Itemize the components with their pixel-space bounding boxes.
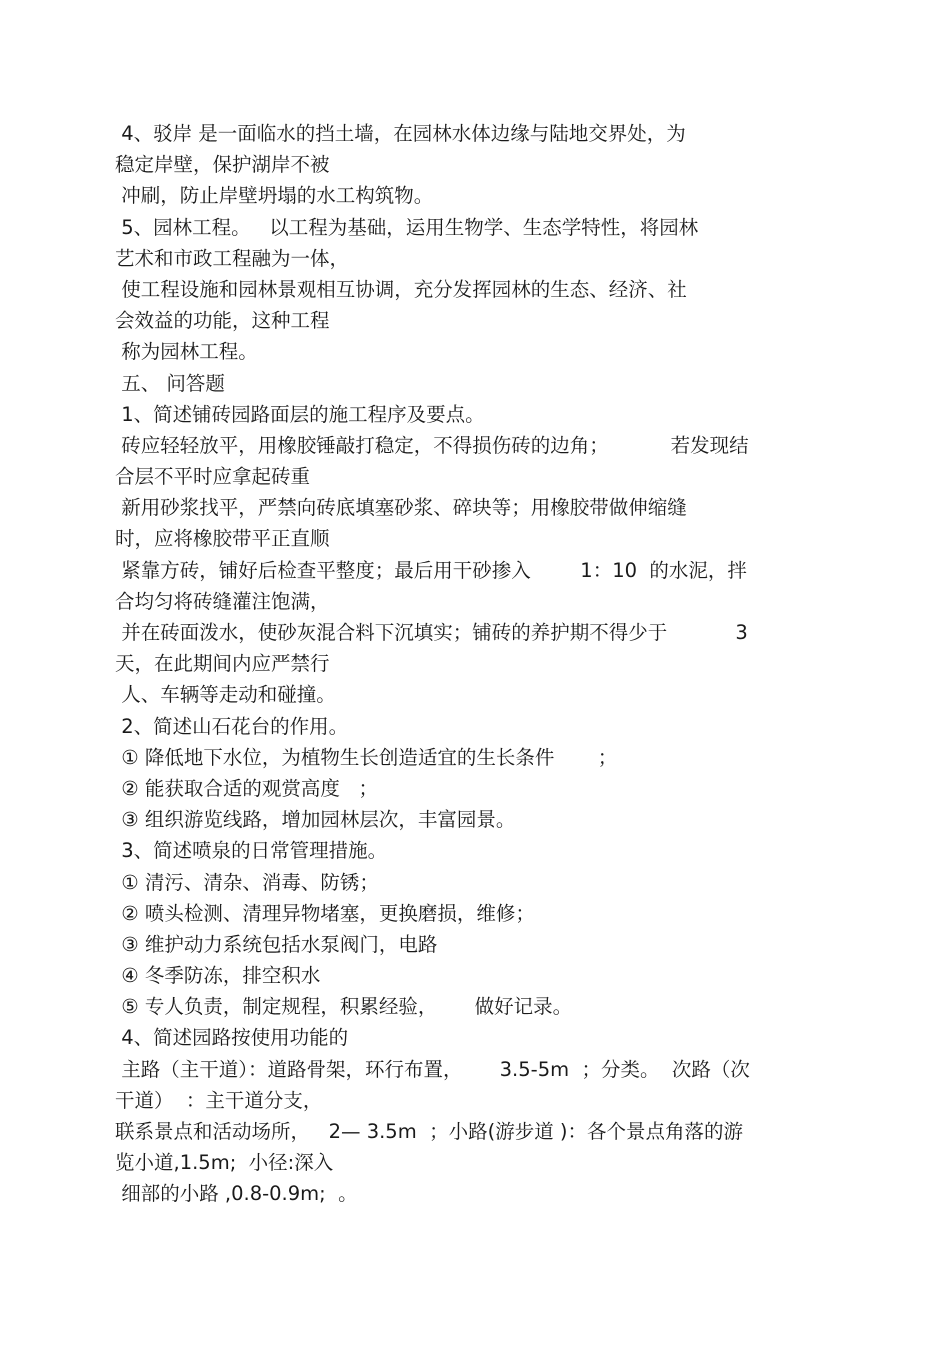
text-line: ③ 维护动力系统包括水泵阀门，电路 (115, 932, 438, 956)
text-line: 1、简述铺砖园路面层的施工程序及要点。 (115, 402, 485, 426)
text-line: ③ 组织游览线路，增加园林层次，丰富园景。 (115, 808, 516, 832)
text-line: 联系景点和活动场所， 2— 3.5m ；小路(游步道 )：各个景点角落的游 (115, 1120, 744, 1143)
text-line: 4、简述园路按使用功能的 (115, 1026, 349, 1050)
text-line: ① 清污、清杂、消毒、防锈； (115, 870, 379, 894)
text-line: 4、驳岸 是一面临水的挡土墙，在园林水体边缘与陆地交界处，为 (115, 122, 686, 145)
text-line: 合均匀将砖缝灌注饱满， (115, 589, 330, 613)
text-line: 5、园林工程。 以工程为基础，运用生物学、生态学特性，将园林 (115, 215, 699, 239)
text-line: 人、车辆等走动和碰撞。 (115, 683, 336, 707)
text-line: 干道） ：主干道分支， (115, 1088, 323, 1112)
text-line: 稳定岸壁，保护湖岸不被 (115, 153, 330, 177)
text-line: 紧靠方砖，铺好后检查平整度；最后用干砂掺入 1：10 的水泥，拌 (115, 558, 747, 582)
text-line: 细部的小路 ,0.8-0.9m; 。 (115, 1182, 358, 1206)
text-line: 主路（主干道）：道路骨架，环行布置， 3.5-5m ；分类。 次路（次 (115, 1057, 750, 1081)
text-line: 3、简述喷泉的日常管理措施。 (115, 839, 388, 863)
text-line: 艺术和市政工程融为一体， (115, 246, 350, 270)
text-line: 2、简述山石花台的作用。 (115, 714, 349, 738)
text-line: 并在砖面泼水，使砂灰混合料下沉填实；铺砖的养护期不得少于 3 (115, 621, 748, 644)
text-line: 称为园林工程。 (115, 340, 258, 364)
text-line: ④ 冬季防冻，排空积水 (115, 964, 321, 988)
text-line: 览小道,1.5m; 小径:深入 (115, 1151, 334, 1175)
text-line: ② 能获取合适的观赏高度 ； (115, 776, 378, 800)
text-line: 新用砂浆找平，严禁向砖底填塞砂浆、碎块等；用橡胶带做伸缩缝 (115, 496, 687, 520)
text-line: ② 喷头检测、清理异物堵塞，更换磨损，维修； (115, 901, 535, 925)
text-line: 天，在此期间内应严禁行 (115, 652, 330, 676)
text-line: 时，应将橡胶带平正直顺 (115, 527, 330, 551)
text-line: 合层不平时应拿起砖重 (115, 465, 311, 489)
text-line: 五、 问答题 (115, 371, 225, 395)
text-line: ① 降低地下水位，为植物生长创造适宜的生长条件 ； (115, 745, 618, 769)
text-line: 砖应轻轻放平，用橡胶锤敲打稳定，不得损伤砖的边角； 若发现结 (115, 433, 749, 457)
text-line: 使工程设施和园林景观相互协调，充分发挥园林的生态、经济、社 (115, 277, 687, 301)
text-line: ⑤ 专人负责，制定规程，积累经验， 做好记录。 (115, 995, 573, 1019)
text-line: 冲刷，防止岸壁坍塌的水工构筑物。 (115, 184, 434, 208)
document-body (115, 118, 835, 1210)
text-line: 会效益的功能，这种工程 (115, 309, 330, 333)
